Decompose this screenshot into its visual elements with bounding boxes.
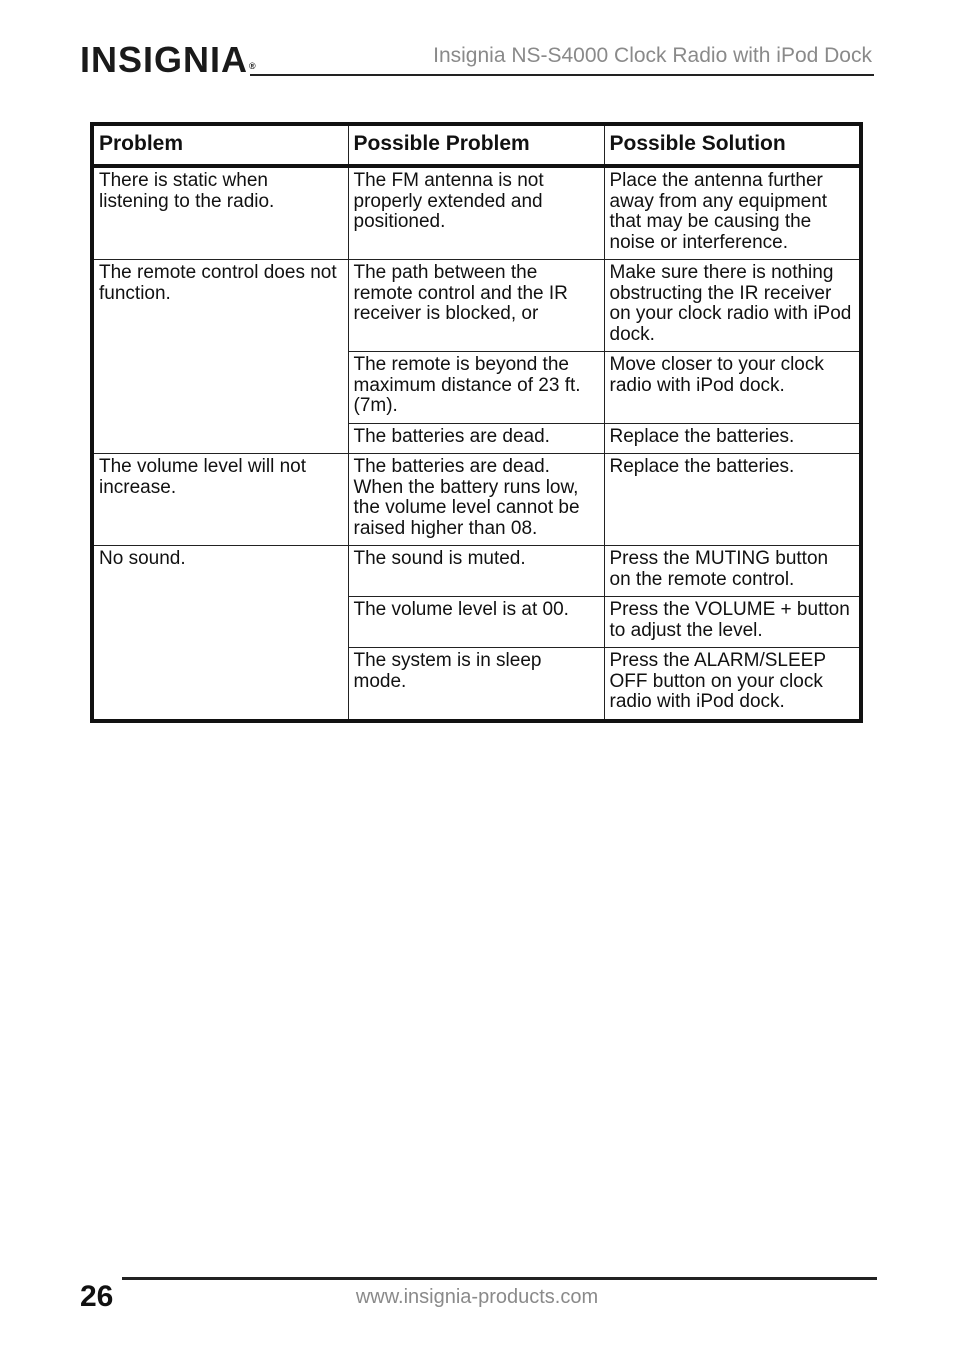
problem-cell: The remote control does not function. [92,260,348,454]
column-header-problem: Problem [92,124,348,166]
header-divider [250,74,874,76]
cause-cell: The batteries are dead. [348,423,604,454]
table-row [92,454,861,546]
solution-cell: Make sure there is nothing obstructing the IR receiver on your clock radio with iPod dock. [604,260,861,352]
problem-cell: The volume level will not increase. [92,454,348,546]
document-title: Insignia NS-S4000 Clock Radio with iPod Dock [433,44,872,67]
cause-cell: The remote is beyond the maximum distance of 23 ft. (7m). [348,352,604,424]
page-number: 26 [80,1280,114,1313]
table-row [92,166,861,260]
problem-cell: No sound. [92,546,348,721]
table-row [92,260,861,352]
cause-cell: The sound is muted. [348,546,604,597]
cause-cell: The batteries are dead. When the battery runs low, the volume level cannot be raised higher than 08. [348,454,604,546]
solution-cell: Replace the batteries. [604,423,861,454]
registered-mark: ® [249,61,257,71]
solution-cell: Move closer to your clock radio with iPod dock. [604,352,861,424]
column-header-possible-solution: Possible Solution [604,124,861,166]
cause-cell: The path between the remote control and the IR receiver is blocked, or [348,260,604,352]
footer-url: www.insignia-products.com [355,1286,599,1308]
cause-cell: The system is in sleep mode. [348,648,604,721]
problem-cell: There is static when listening to the radio. [92,166,348,260]
footer-divider [122,1277,877,1280]
logo-text: INSIGNIA [80,39,249,80]
brand-logo [80,40,257,80]
solution-cell: Press the MUTING button on the remote control. [604,546,861,597]
troubleshooting-table [90,122,863,723]
column-header-possible-problem: Possible Problem [348,124,604,166]
solution-cell: Press the ALARM/SLEEP OFF button on your clock radio with iPod dock. [604,648,861,721]
cause-cell: The FM antenna is not properly extended and positioned. [348,166,604,260]
cause-cell: The volume level is at 00. [348,597,604,648]
solution-cell: Replace the batteries. [604,454,861,546]
solution-cell: Press the VOLUME + button to adjust the level. [604,597,861,648]
table-header-row [92,124,861,166]
solution-cell: Place the antenna further away from any equipment that may be causing the noise or interference. [604,166,861,260]
table-row [92,546,861,597]
